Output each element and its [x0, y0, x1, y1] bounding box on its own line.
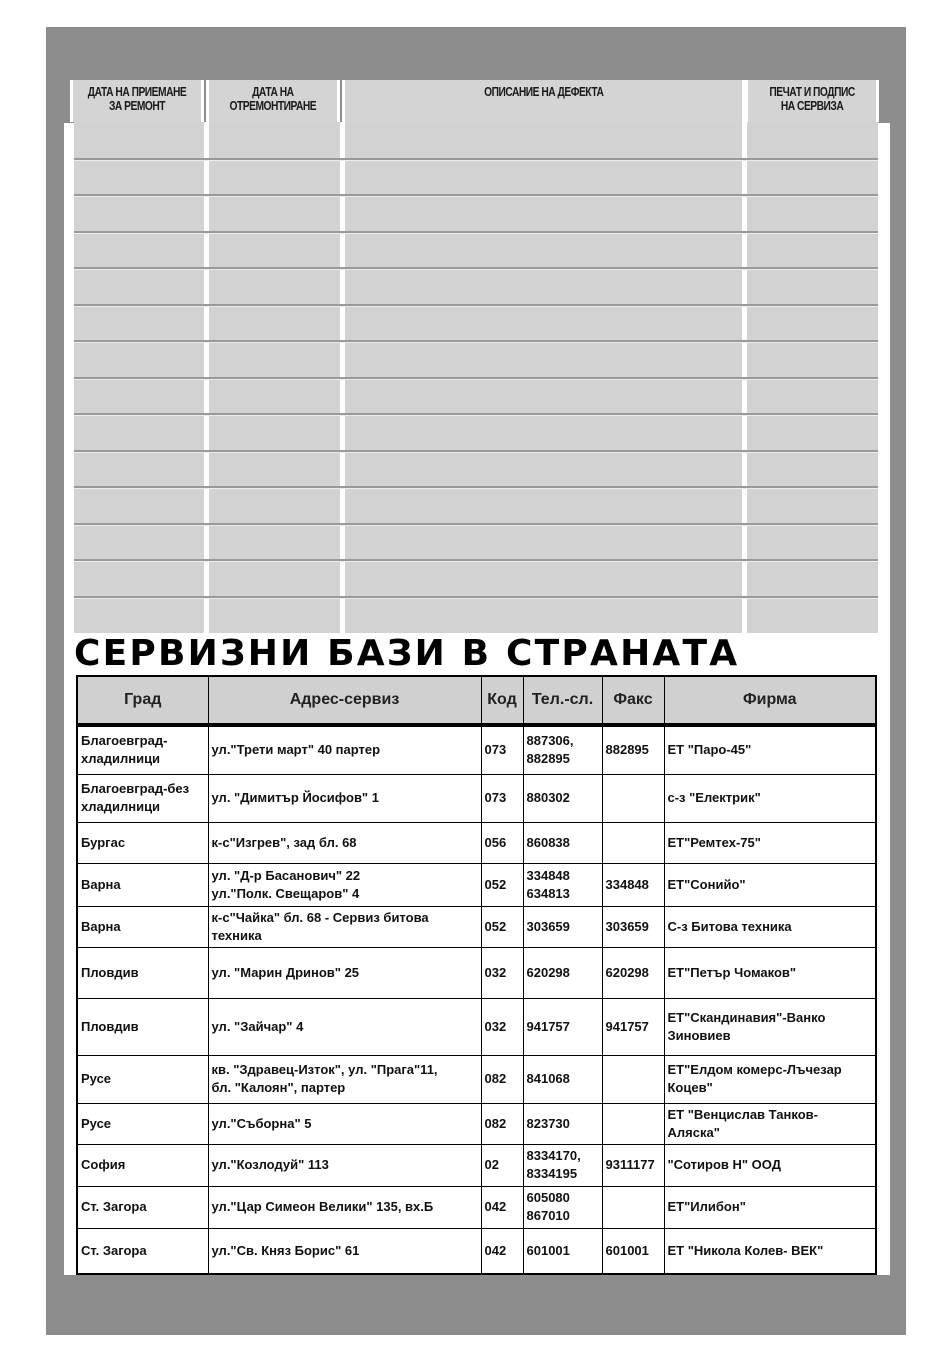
repair-log-row-divider	[74, 194, 878, 196]
cell-code: 073	[481, 725, 523, 774]
cell-fax: 334848	[602, 863, 664, 906]
cell-company: "Сотиров Н" ООД	[664, 1144, 876, 1186]
cell-fax: 882895	[602, 725, 664, 774]
cell-company: ЕТ"Елдом комерс-Лъчезар Коцев"	[664, 1055, 876, 1103]
column-header-phone: Тел.-сл.	[523, 676, 602, 725]
cell-phone: 860838	[523, 822, 602, 863]
cell-address: ул."Съборна" 5	[208, 1103, 481, 1144]
cell-city: Ст. Загора	[77, 1186, 208, 1228]
repair-log-header-received-date: ДАТА НА ПРИЕМАНЕ ЗА РЕМОНТ	[70, 80, 204, 122]
cell-company: ЕТ"Скандинавия"-Ванко Зиновиев	[664, 998, 876, 1055]
cell-company: ЕТ "Венцислав Танков- Аляска"	[664, 1103, 876, 1144]
cell-address: ул. "Димитър Йосифов" 1	[208, 774, 481, 822]
cell-company: ЕТ"Илибон"	[664, 1186, 876, 1228]
table-row	[77, 774, 876, 822]
table-row	[77, 906, 876, 947]
repair-log-row-divider	[74, 523, 878, 525]
cell-city: Варна	[77, 863, 208, 906]
cell-code: 073	[481, 774, 523, 822]
cell-phone: 887306, 882895	[523, 725, 602, 774]
cell-code: 032	[481, 947, 523, 998]
cell-fax	[602, 774, 664, 822]
cell-city: Варна	[77, 906, 208, 947]
repair-log-row-divider	[74, 267, 878, 269]
cell-address: ул. "Д-р Басанович" 22 ул."Полк. Свещаров" 4	[208, 863, 481, 906]
cell-address: к-с"Чайка" бл. 68 - Сервиз битова техника	[208, 906, 481, 947]
cell-city: Русе	[77, 1055, 208, 1103]
cell-phone: 8334170, 8334195	[523, 1144, 602, 1186]
cell-city: Русе	[77, 1103, 208, 1144]
repair-log-row-divider	[74, 559, 878, 561]
cell-phone: 620298	[523, 947, 602, 998]
cell-address: ул."Трети март" 40 партер	[208, 725, 481, 774]
cell-phone: 880302	[523, 774, 602, 822]
cell-phone: 841068	[523, 1055, 602, 1103]
cell-address: к-с"Изгрев", зад бл. 68	[208, 822, 481, 863]
repair-log-header-service-stamp: ПЕЧАТ И ПОДПИС НА СЕРВИЗА	[745, 80, 879, 122]
cell-fax	[602, 1055, 664, 1103]
repair-log-grid	[74, 122, 878, 633]
cell-code: 042	[481, 1186, 523, 1228]
cell-fax: 9311177	[602, 1144, 664, 1186]
cell-code: 032	[481, 998, 523, 1055]
cell-code: 02	[481, 1144, 523, 1186]
cell-phone: 334848 634813	[523, 863, 602, 906]
cell-address: ул. "Зайчар" 4	[208, 998, 481, 1055]
table-row	[77, 1055, 876, 1103]
cell-code: 052	[481, 906, 523, 947]
cell-code: 082	[481, 1103, 523, 1144]
repair-log-header-defect-description: ОПИСАНИЕ НА ДЕФЕКТА	[342, 80, 745, 122]
cell-address: ул."Св. Княз Борис" 61	[208, 1228, 481, 1274]
repair-log-header-repaired-date: ДАТА НА ОТРЕМОНТИРАНЕ	[206, 80, 340, 122]
cell-code: 042	[481, 1228, 523, 1274]
cell-phone: 823730	[523, 1103, 602, 1144]
cell-address: кв. "Здравец-Изток", ул. "Прага"11, бл. "Калоян", партер	[208, 1055, 481, 1103]
cell-phone: 605080 867010	[523, 1186, 602, 1228]
cell-code: 056	[481, 822, 523, 863]
table-header-row	[77, 676, 876, 725]
repair-log-row-divider	[74, 231, 878, 233]
cell-address: ул."Цар Симеон Велики" 135, вх.Б	[208, 1186, 481, 1228]
repair-log-row-divider	[74, 377, 878, 379]
table-row	[77, 822, 876, 863]
service-bases-table	[76, 675, 877, 1275]
cell-fax: 941757	[602, 998, 664, 1055]
table-row	[77, 1103, 876, 1144]
cell-phone: 303659	[523, 906, 602, 947]
cell-address: ул."Козлодуй" 113	[208, 1144, 481, 1186]
cell-city: Пловдив	[77, 998, 208, 1055]
cell-company: С-з Битова техника	[664, 906, 876, 947]
cell-city: Пловдив	[77, 947, 208, 998]
cell-city: Благоевград- хладилници	[77, 725, 208, 774]
section-title: СЕРВИЗНИ БАЗИ В СТРАНАТА	[74, 633, 740, 674]
cell-company: ЕТ"Петър Чомаков"	[664, 947, 876, 998]
column-header-fax: Факс	[602, 676, 664, 725]
cell-company: ЕТ"Ремтех-75"	[664, 822, 876, 863]
column-header-address: Адрес-сервиз	[208, 676, 481, 725]
column-header-company: Фирма	[664, 676, 876, 725]
repair-log-row-divider	[74, 450, 878, 452]
table-row	[77, 1186, 876, 1228]
cell-code: 082	[481, 1055, 523, 1103]
cell-phone: 941757	[523, 998, 602, 1055]
column-header-code: Код	[481, 676, 523, 725]
repair-log-row-divider	[74, 596, 878, 598]
cell-city: Бургас	[77, 822, 208, 863]
cell-company: ЕТ"Сонийо"	[664, 863, 876, 906]
cell-company: ЕТ "Паро-45"	[664, 725, 876, 774]
cell-fax: 620298	[602, 947, 664, 998]
cell-fax	[602, 1103, 664, 1144]
cell-city: Ст. Загора	[77, 1228, 208, 1274]
table-row	[77, 998, 876, 1055]
cell-fax	[602, 1186, 664, 1228]
cell-phone: 601001	[523, 1228, 602, 1274]
table-row	[77, 1228, 876, 1274]
cell-company: с-з "Електрик"	[664, 774, 876, 822]
table-row	[77, 725, 876, 774]
repair-log-row-divider	[74, 304, 878, 306]
cell-city: Благоевград-без хладилници	[77, 774, 208, 822]
repair-log-row-divider	[74, 413, 878, 415]
cell-address: ул. "Марин Дринов" 25	[208, 947, 481, 998]
table-row	[77, 947, 876, 998]
table-row	[77, 863, 876, 906]
cell-city: София	[77, 1144, 208, 1186]
column-header-city: Град	[77, 676, 208, 725]
cell-fax: 303659	[602, 906, 664, 947]
cell-code: 052	[481, 863, 523, 906]
cell-fax: 601001	[602, 1228, 664, 1274]
repair-log-row-divider	[74, 340, 878, 342]
table-row	[77, 1144, 876, 1186]
cell-company: ЕТ "Никола Колев- ВЕК"	[664, 1228, 876, 1274]
cell-fax	[602, 822, 664, 863]
repair-log-row-divider	[74, 158, 878, 160]
repair-log-row-divider	[74, 486, 878, 488]
